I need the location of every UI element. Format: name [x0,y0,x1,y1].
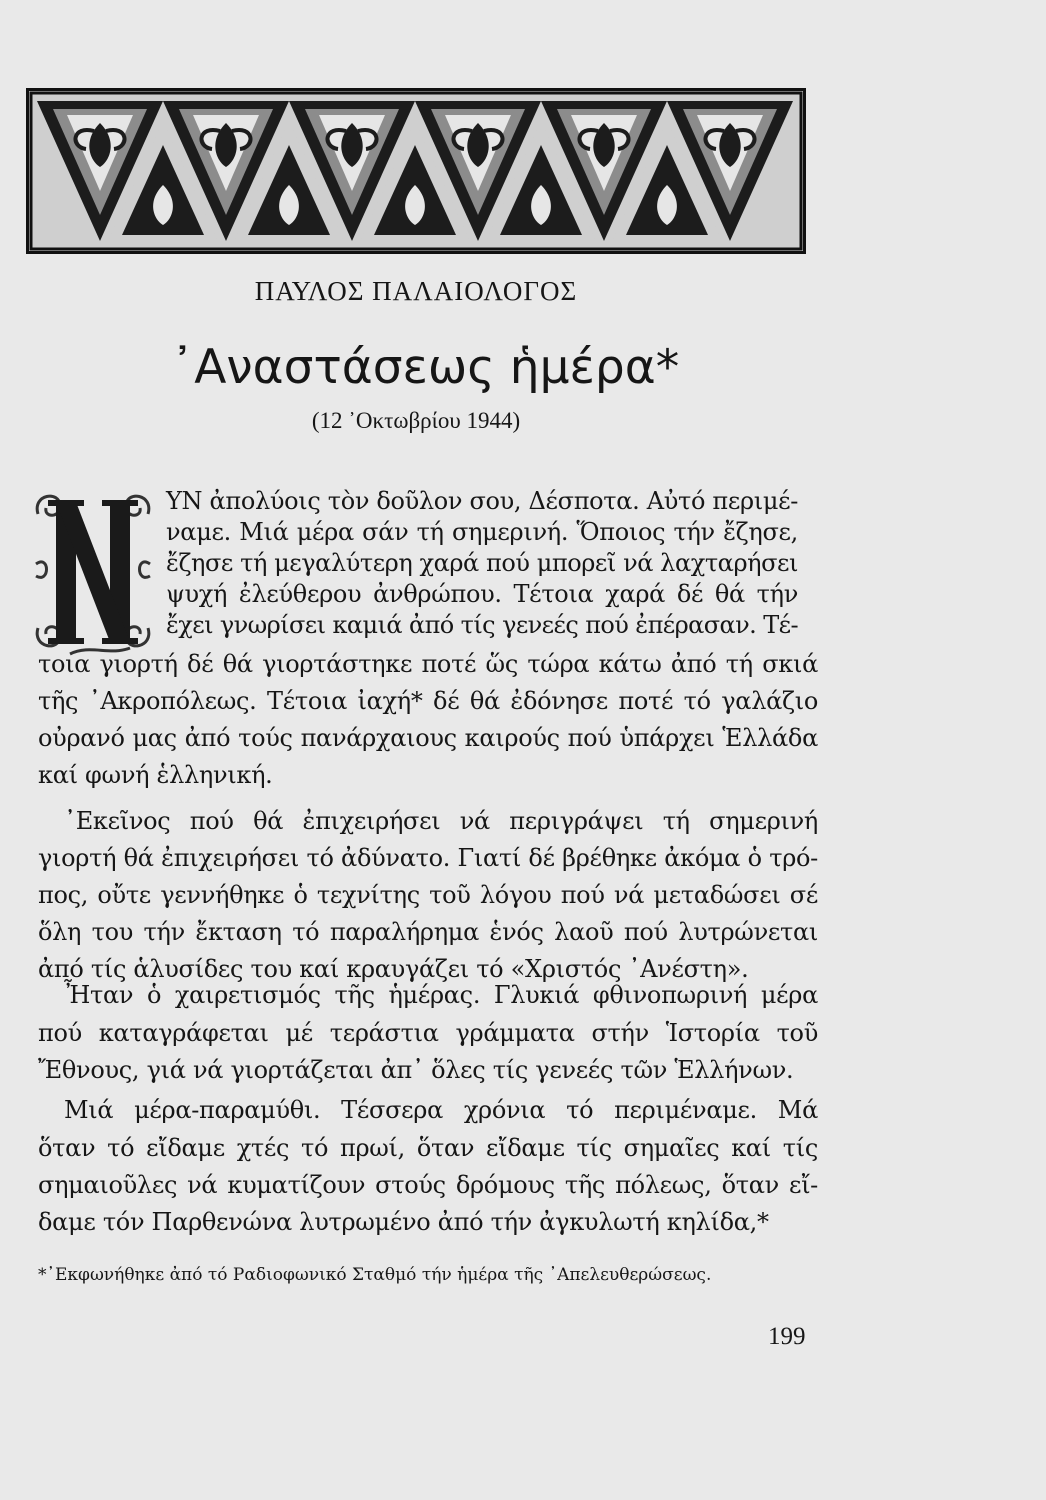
text-line: σημαιοῦλες νά κυματίζουν στούς δρόμους τῆς πόλεως, ὅταν εἴ- [38,1171,818,1199]
text-line: ἀπό τίς ἁλυσίδες του καί κραυγάζει τό «Χριστός ᾿Ανέστη». [38,955,749,983]
text-line: πού καταγράφεται μέ τεράστια γράμματα στήν Ἱστορία τοῦ [38,1019,818,1047]
author-name: ΠΑΥΛΟΣ ΠΑΛΑΙΟΛΟΓΟΣ [254,276,578,306]
text-line: γιορτή θά ἐπιχειρήσει τό ἀδύνατο. Γιατί δέ βρέθηκε ἀκόμα ὁ τρό- [38,844,818,872]
text-line: δαμε τόν Παρθενώνα λυτρωμένο ἀπό τήν ἀγκυλωτή κηλίδα,* [38,1208,769,1236]
text-line: ὅλη του τήν ἔκταση τό παραλήρημα ἑνός λαοῦ πού λυτρώνεται [38,918,818,946]
text-line: ὅταν τό εἴδαμε χτές τό πρωί, ὅταν εἴδαμε τίς σημαῖες καί τίς [38,1134,818,1162]
text-line: ἔζησε τή μεγαλύτερη χαρά πού μπορεῖ νά λαχταρήσει [166,549,798,577]
text-line: Ἔθνους, γιά νά γιορτάζεται ἀπ᾿ ὅλες τίς γενεές τῶν Ἑλλήνων. [38,1056,794,1084]
ornamental-initial-letter [30,484,156,658]
text-line: καί φωνή ἑλληνική. [38,761,273,789]
text-line: οὐρανό μας ἀπό τούς πανάρχαιους καιρούς πού ὑπάρχει Ἑλλάδα [38,724,818,752]
text-line: ἔχει γνωρίσει καμιά ἀπό τίς γενεές πού ἐπέρασαν. Τέ- [166,611,798,639]
title-date: (12 ᾿Οκτωβρίου 1944) [311,408,521,433]
text-line: ᾿Εκεῖνος πού θά ἐπιχειρήσει νά περιγράψει τή σημερινή [64,807,818,835]
text-line: τῆς ᾿Ακροπόλεως. Τέτοια ἰαχή* δέ θά ἐδόνησε ποτέ τό γαλάζιο [38,687,818,715]
text-line: τοια γιορτή δέ θά γιορτάστηκε ποτέ ὥς τώρα κάτω ἀπό τή σκιά [38,650,818,678]
text-line: Μιά μέρα-παραμύθι. Τέσσερα χρόνια τό περιμέναμε. Μά [64,1096,818,1124]
decorative-header-banner [26,88,806,254]
page-title: ᾿Αναστάσεως ἡμέρα* [170,340,680,395]
text-line: ψυχή ἐλεύθερου ἀνθρώπου. Τέτοια χαρά δέ θά τήν [166,580,798,608]
footnote: *᾿Εκφωνήθηκε ἀπό τό Ραδιοφωνικό Σταθμό τήν ἡμέρα τῆς ᾿Απελευθερώσεως. [38,1265,712,1285]
text-line: Ἦταν ὁ χαιρετισμός τῆς ἡμέρας. Γλυκιά φθινοπωρινή μέρα [64,981,818,1009]
text-line: πος, οὔτε γεννήθηκε ὁ τεχνίτης τοῦ λόγου πού νά μεταδώσει σέ [38,881,818,909]
page-number: 199 [768,1323,806,1350]
text-line: ναμε. Μιά μέρα σάν τή σημερινή. Ὅποιος τήν ἔζησε, [166,518,798,546]
text-line: ΥΝ ἀπολύοις τὸν δοῦλον σου, Δέσποτα. Αὐτό περιμέ- [166,487,798,515]
